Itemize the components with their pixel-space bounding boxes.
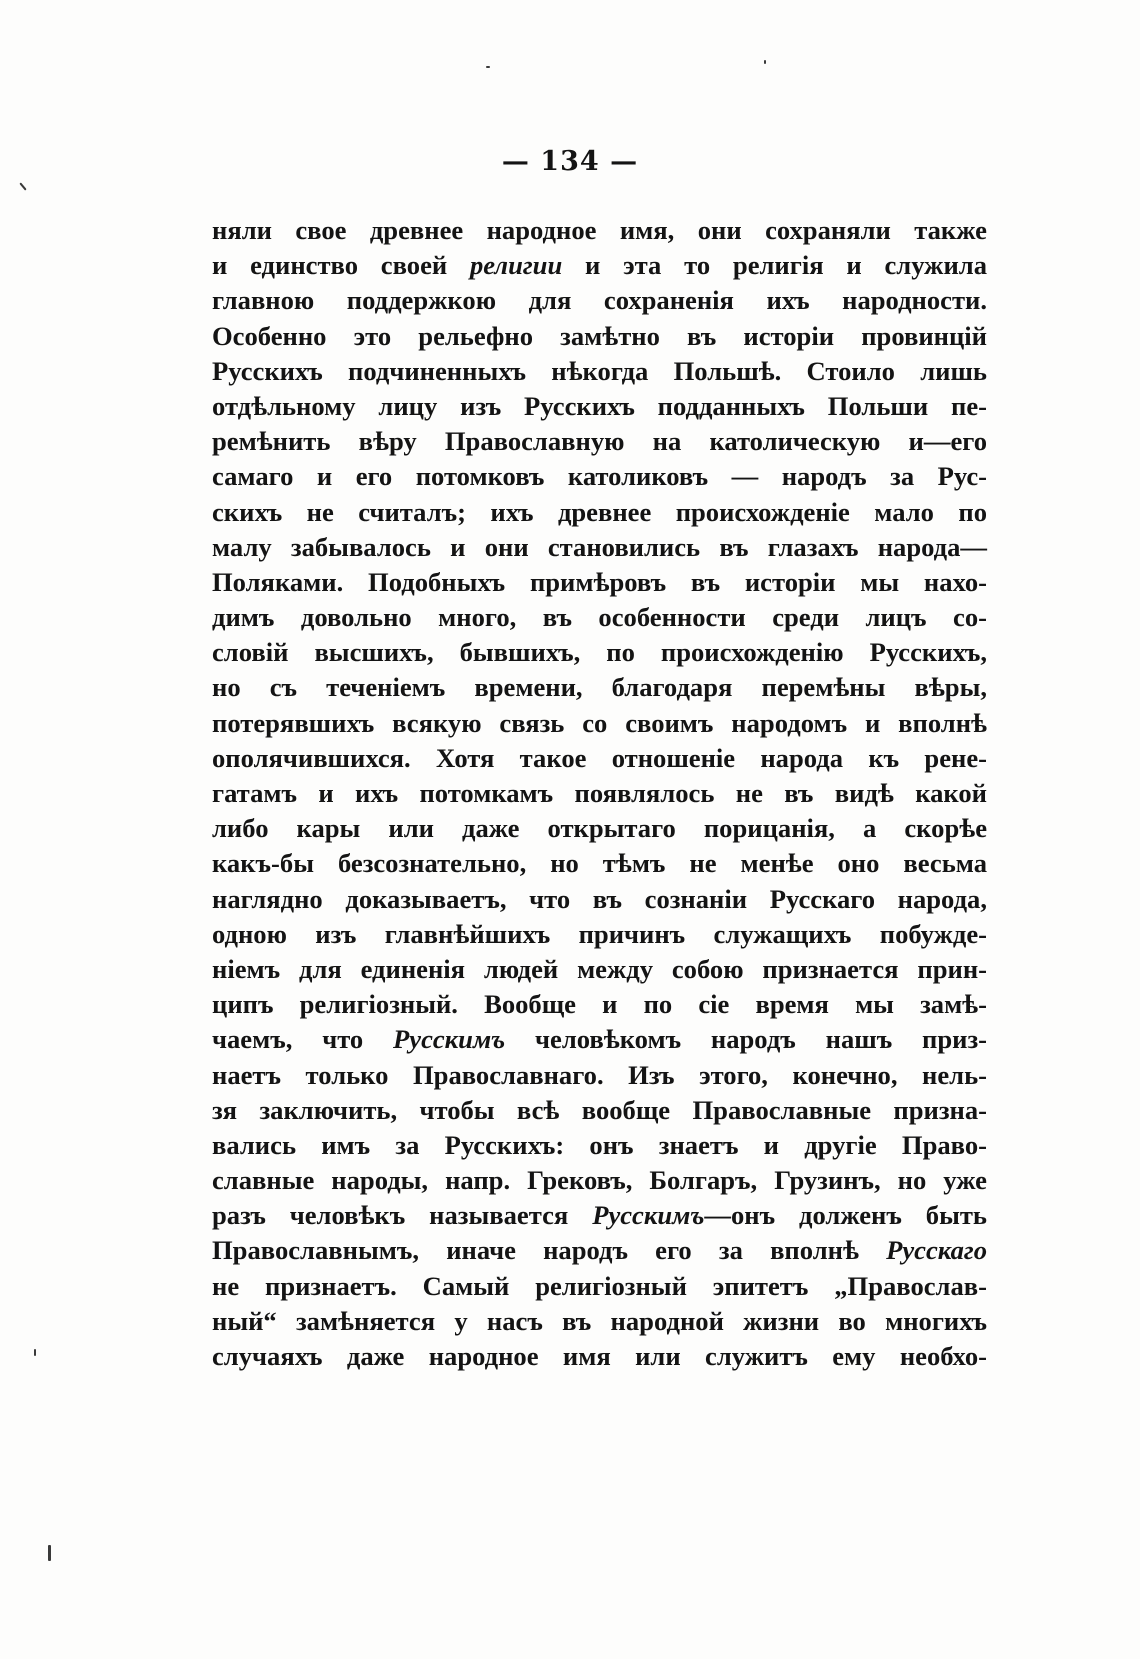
text-line bbox=[212, 670, 987, 705]
text-segment: ніемъ для единенія людей между собою признается прин- bbox=[212, 953, 987, 984]
text-segment: разъ человѣкъ называется bbox=[212, 1200, 593, 1231]
text-line bbox=[212, 1339, 987, 1374]
text-segment: димъ довольно много, въ особенности среди лицъ со- bbox=[212, 602, 987, 633]
scan-speck bbox=[19, 182, 26, 190]
text-segment: скихъ не считалъ; ихъ древнее происхожденіе мало по bbox=[212, 496, 987, 527]
text-line bbox=[212, 354, 987, 389]
text-line bbox=[212, 1304, 987, 1339]
text-line bbox=[212, 1198, 987, 1233]
text-segment: —онъ долженъ быть bbox=[704, 1200, 987, 1231]
text-line bbox=[212, 952, 987, 987]
text-segment: зя заключить, чтобы всѣ вообще Православные призна- bbox=[212, 1094, 987, 1125]
text-line bbox=[212, 1058, 987, 1093]
text-line bbox=[212, 917, 987, 952]
text-segment: наглядно доказываетъ, что въ сознаніи Русскаго народа, bbox=[212, 883, 987, 914]
text-line bbox=[212, 776, 987, 811]
text-segment: человѣкомъ народъ нашъ приз- bbox=[505, 1024, 987, 1055]
text-line bbox=[212, 565, 987, 600]
text-segment: отдѣльному лицу изъ Русскихъ подданныхъ Польши пе- bbox=[212, 390, 987, 421]
text-segment: наетъ только Православнаго. Изъ этого, конечно, нель- bbox=[212, 1059, 987, 1090]
text-line bbox=[212, 319, 987, 354]
text-segment: главною поддержкою для сохраненія ихъ народности. bbox=[212, 285, 987, 316]
text-line bbox=[212, 741, 987, 776]
text-segment: ный“ замѣняется у насъ въ народной жизни во многихъ bbox=[212, 1305, 987, 1336]
italic-term: Русскимъ bbox=[393, 1024, 506, 1055]
text-line bbox=[212, 635, 987, 670]
text-segment: словій высшихъ, бывшихъ, по происхожденію Русскихъ, bbox=[212, 637, 987, 668]
text-line bbox=[212, 459, 987, 494]
scan-speck bbox=[48, 1545, 51, 1561]
text-segment: ремѣнить вѣру Православную на католическую и—его bbox=[212, 426, 987, 457]
text-segment: Русскихъ подчиненныхъ нѣкогда Польшѣ. Стоило лишь bbox=[212, 355, 987, 386]
text-line bbox=[212, 495, 987, 530]
text-line bbox=[212, 600, 987, 635]
italic-term: Русскаго bbox=[886, 1235, 987, 1266]
text-line bbox=[212, 1128, 987, 1163]
text-segment: и единство своей bbox=[212, 250, 470, 281]
text-line bbox=[212, 1022, 987, 1057]
scan-speck bbox=[34, 1349, 36, 1356]
text-segment: но съ теченіемъ времени, благодаря перемѣны вѣры, bbox=[212, 672, 987, 703]
italic-term: Русскимъ bbox=[592, 1200, 705, 1231]
text-line bbox=[212, 846, 987, 881]
text-segment: самаго и его потомковъ католиковъ — народъ за Рус- bbox=[212, 461, 987, 492]
page-number: — 134 — bbox=[501, 146, 639, 177]
text-line bbox=[212, 1093, 987, 1128]
text-line bbox=[212, 1163, 987, 1198]
text-segment: потерявшихъ всякую связь со своимъ народомъ и вполнѣ bbox=[212, 707, 987, 738]
text-segment: чаемъ, что bbox=[212, 1024, 394, 1055]
text-line bbox=[212, 811, 987, 846]
scan-speck bbox=[764, 60, 766, 64]
text-line bbox=[212, 213, 987, 248]
text-line bbox=[212, 1233, 987, 1268]
text-segment: какъ-бы безсознательно, но тѣмъ не менѣе оно весьма bbox=[212, 848, 987, 879]
text-segment: Православнымъ, иначе народъ его за вполнѣ bbox=[212, 1235, 887, 1266]
text-segment: малу забывалось и они становились въ глазахъ народа— bbox=[212, 531, 987, 562]
scan-speck bbox=[486, 66, 490, 68]
text-line bbox=[212, 283, 987, 318]
text-line bbox=[212, 248, 987, 283]
text-segment: ципъ религіозный. Вообще и по сіе время мы замѣ- bbox=[212, 989, 987, 1020]
text-line bbox=[212, 424, 987, 459]
text-line bbox=[212, 882, 987, 917]
text-segment: ополячившихся. Хотя такое отношеніе народа къ рене- bbox=[212, 742, 987, 773]
text-segment: славные народы, напр. Грековъ, Болгаръ, Грузинъ, но уже bbox=[212, 1165, 987, 1196]
text-segment: случаяхъ даже народное имя или служитъ ему необхо- bbox=[212, 1341, 987, 1371]
text-segment: Особенно это рельефно замѣтно въ исторіи провинцій bbox=[212, 320, 987, 351]
italic-term: религии bbox=[469, 250, 563, 281]
text-segment: няли свое древнее народное имя, они сохраняли также bbox=[212, 215, 987, 245]
text-segment: либо кары или даже открытаго порицанія, а скорѣе bbox=[212, 813, 987, 844]
text-segment: Поляками. Подобныхъ примѣровъ въ исторіи мы нахо- bbox=[212, 566, 987, 597]
text-segment: не признаетъ. Самый религіозный эпитетъ „Православ- bbox=[212, 1270, 987, 1301]
text-segment: одною изъ главнѣйшихъ причинъ служащихъ побужде- bbox=[212, 918, 987, 949]
text-line bbox=[212, 706, 987, 741]
text-line bbox=[212, 1269, 987, 1304]
text-line bbox=[212, 389, 987, 424]
text-segment: и эта то религія и служила bbox=[562, 250, 987, 281]
text-segment: гатамъ и ихъ потомкамъ появлялось не въ видѣ какой bbox=[212, 778, 987, 808]
text-line bbox=[212, 530, 987, 565]
text-line bbox=[212, 987, 987, 1022]
text-segment: вались имъ за Русскихъ: онъ знаетъ и другіе Право- bbox=[212, 1129, 987, 1160]
body-text bbox=[212, 213, 987, 1374]
